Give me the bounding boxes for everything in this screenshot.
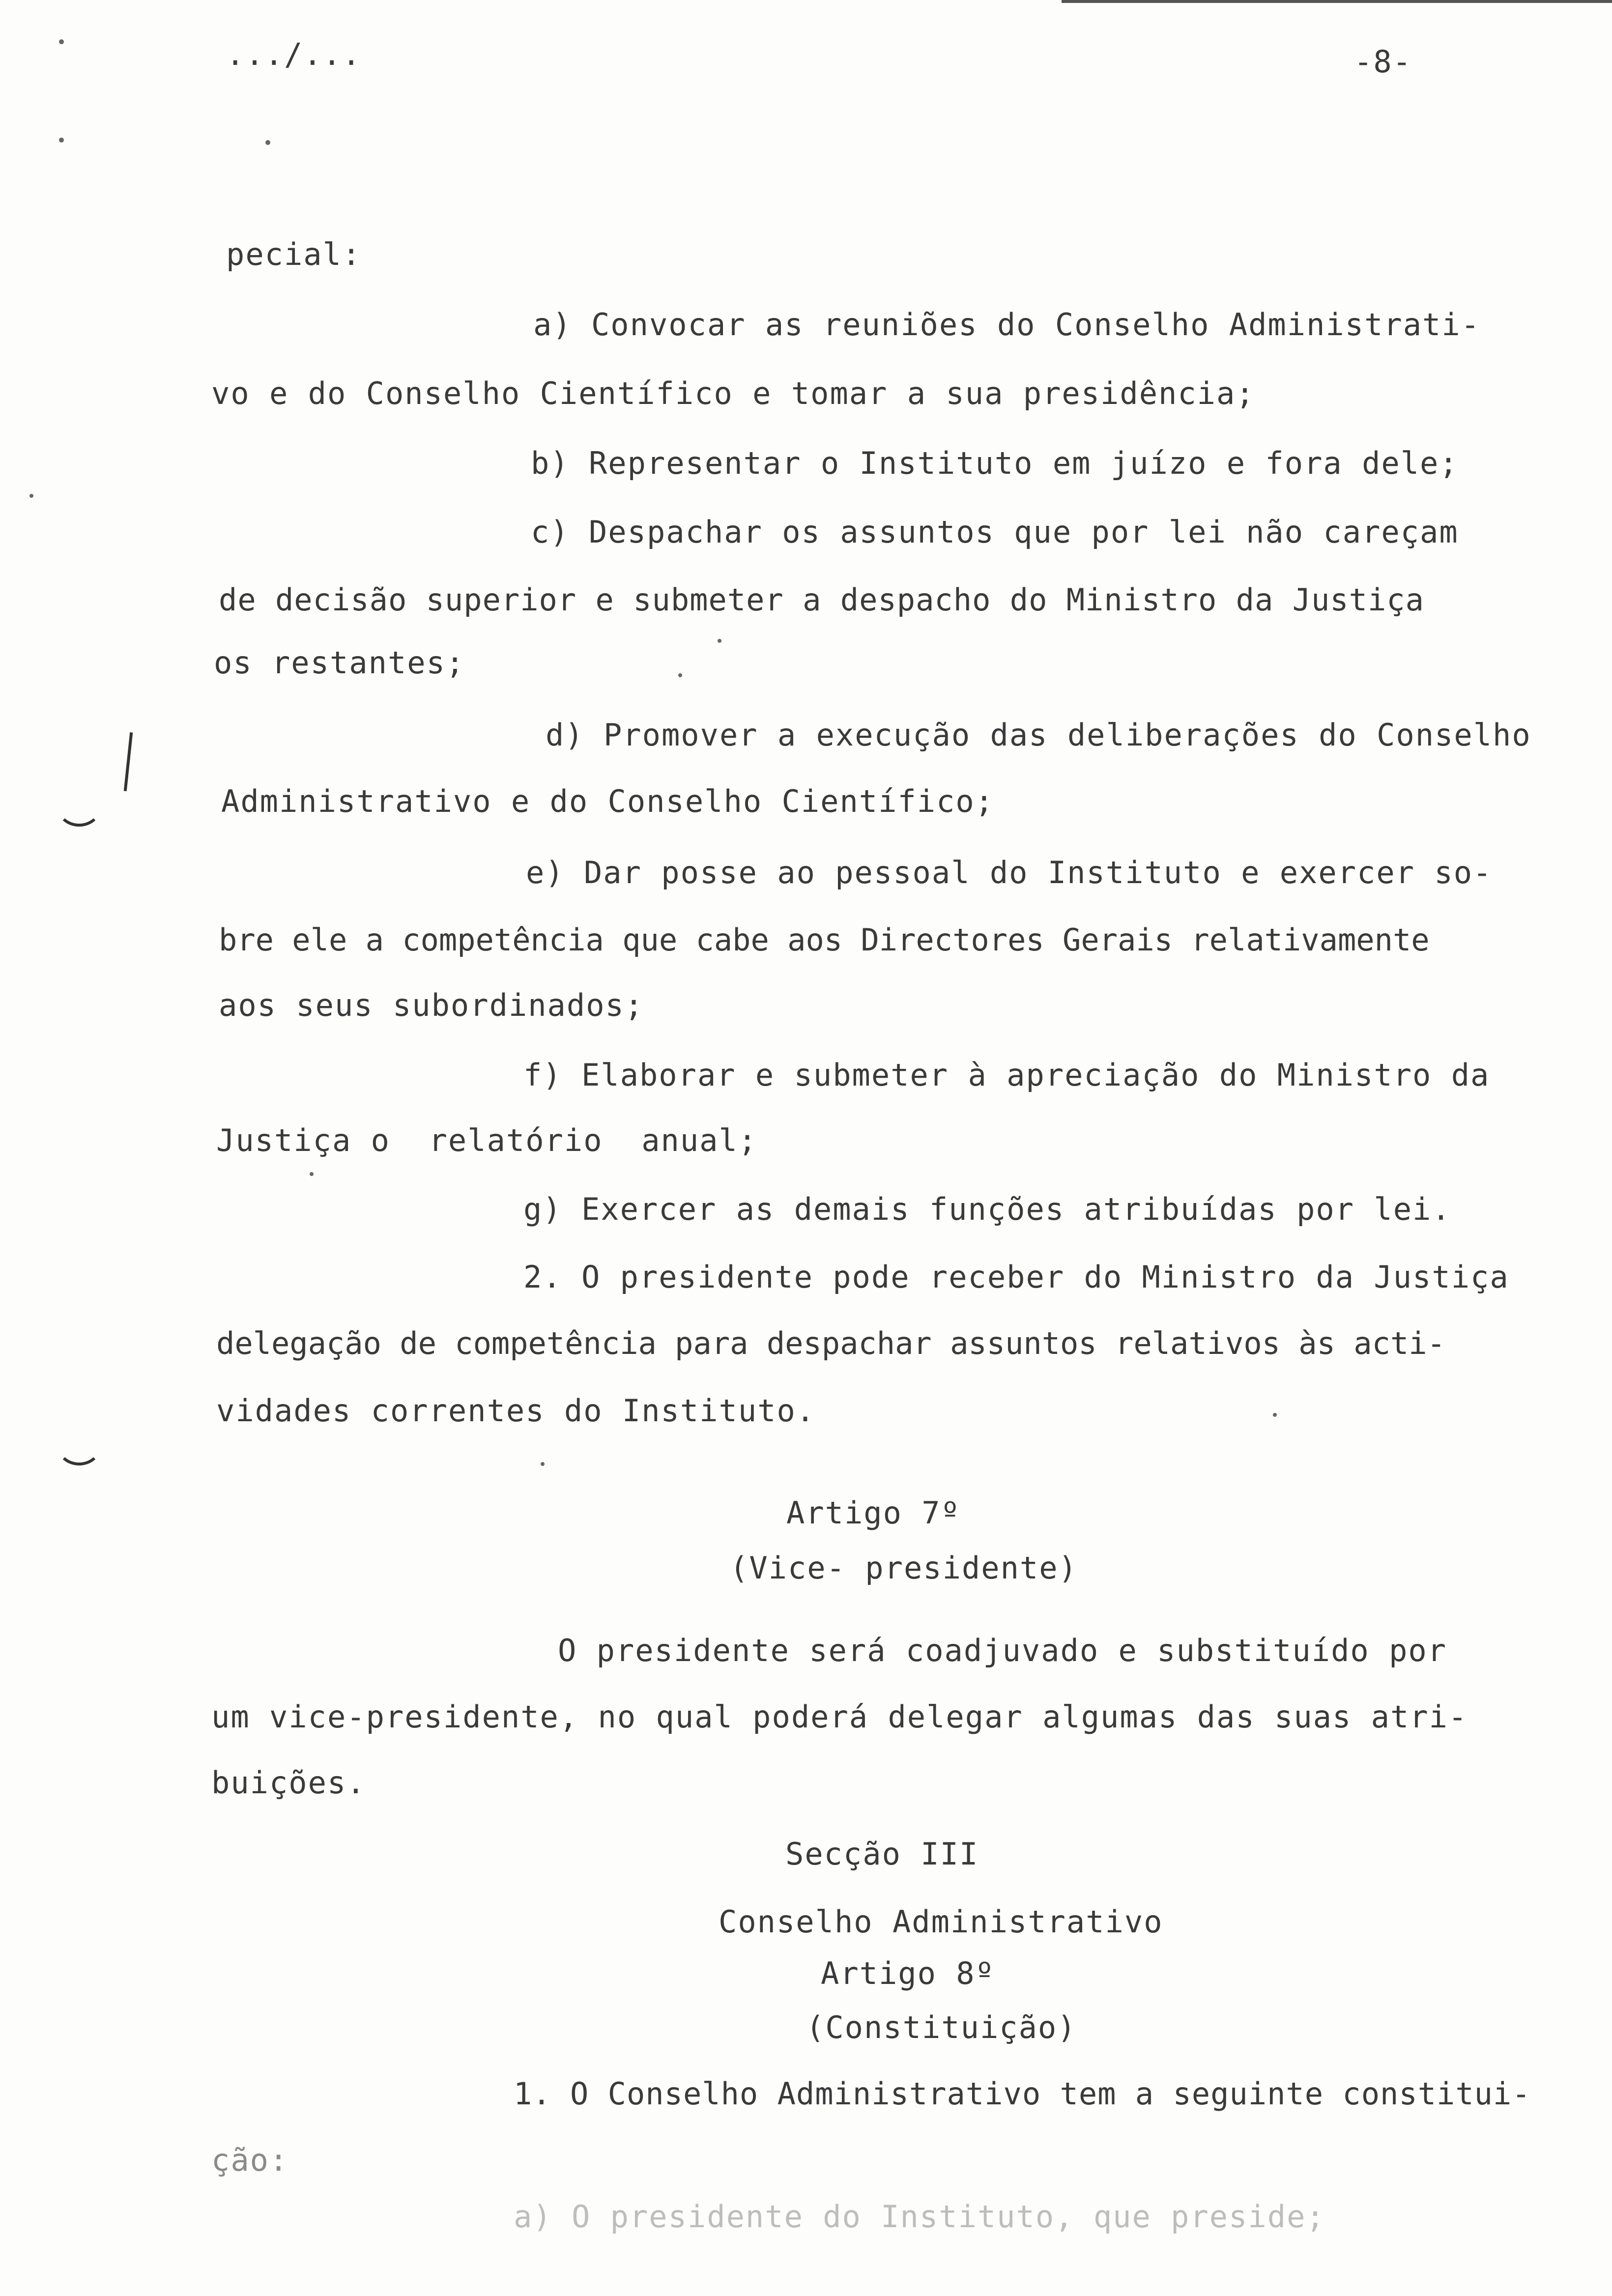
speck	[718, 639, 721, 643]
text-line: delegação de competência para despachar assuntos relativos às acti-	[216, 1325, 1445, 1361]
text-line: g) Exercer as demais funções atribuídas por lei.	[523, 1191, 1451, 1227]
text-line: pecial:	[226, 236, 362, 272]
text-line: de decisão superior e submeter a despacho do Ministro da Justiça	[219, 582, 1424, 618]
text-line: bre ele a competência que cabe aos Directores Gerais relativamente	[219, 922, 1430, 958]
text-line: um vice-presidente, no qual poderá delegar algumas das suas atri-	[211, 1699, 1468, 1735]
article-subheading: (Vice- presidente)	[730, 1550, 1078, 1586]
continuation-mark: .../...	[226, 36, 362, 72]
article-subheading: (Constituição)	[806, 2009, 1077, 2045]
text-line: vo e do Conselho Científico e tomar a sua presidência;	[211, 375, 1255, 411]
speck	[310, 1172, 314, 1176]
speck	[1273, 1413, 1277, 1417]
text-line: a) O presidente do Instituto, que preside;	[514, 2199, 1325, 2235]
text-line: Administrativo e do Conselho Científico;	[221, 783, 995, 819]
text-line: 1. O Conselho Administrativo tem a seguinte constitui-	[514, 2076, 1531, 2112]
binder-hole-mark	[57, 786, 102, 827]
page-number: -8-	[1354, 44, 1412, 80]
text-line: os restantes;	[214, 645, 465, 681]
speck	[678, 673, 682, 677]
text-line: b) Representar o Instituto em juízo e fora dele;	[531, 445, 1459, 481]
text-line: ção:	[211, 2142, 289, 2178]
text-line: buições.	[211, 1765, 366, 1801]
speck	[59, 39, 64, 44]
text-line: Justiça o relatório anual;	[216, 1122, 758, 1158]
text-line: d) Promover a execução das deliberações do Conselho	[546, 717, 1531, 753]
text-line: vidades correntes do Instituto.	[216, 1393, 816, 1429]
speck	[59, 138, 64, 143]
text-line: a) Convocar as reuniões do Conselho Administrati-	[533, 307, 1481, 343]
top-rule	[1062, 0, 1612, 3]
text-line: e) Dar posse ao pessoal do Instituto e exercer so-	[526, 855, 1493, 890]
speck	[541, 1462, 545, 1466]
text-line: c) Despachar os assuntos que por lei não careçam	[531, 514, 1459, 550]
text-line: O presidente será coadjuvado e substituído por	[558, 1633, 1447, 1668]
speck	[29, 494, 33, 498]
binder-hole-mark	[57, 1425, 102, 1465]
text-line: f) Elaborar e submeter à apreciação do Ministro da	[523, 1057, 1490, 1093]
article-heading: Artigo 7º	[786, 1495, 960, 1531]
section-title: Conselho Administrativo	[719, 1904, 1163, 1940]
text-line: 2. O presidente pode receber do Ministro da Justiça	[523, 1259, 1509, 1295]
article-heading: Artigo 8º	[821, 1955, 995, 1991]
speck	[265, 140, 270, 145]
margin-stroke	[124, 732, 133, 791]
section-heading: Secção III	[785, 1836, 979, 1872]
text-line: aos seus subordinados;	[219, 987, 644, 1023]
